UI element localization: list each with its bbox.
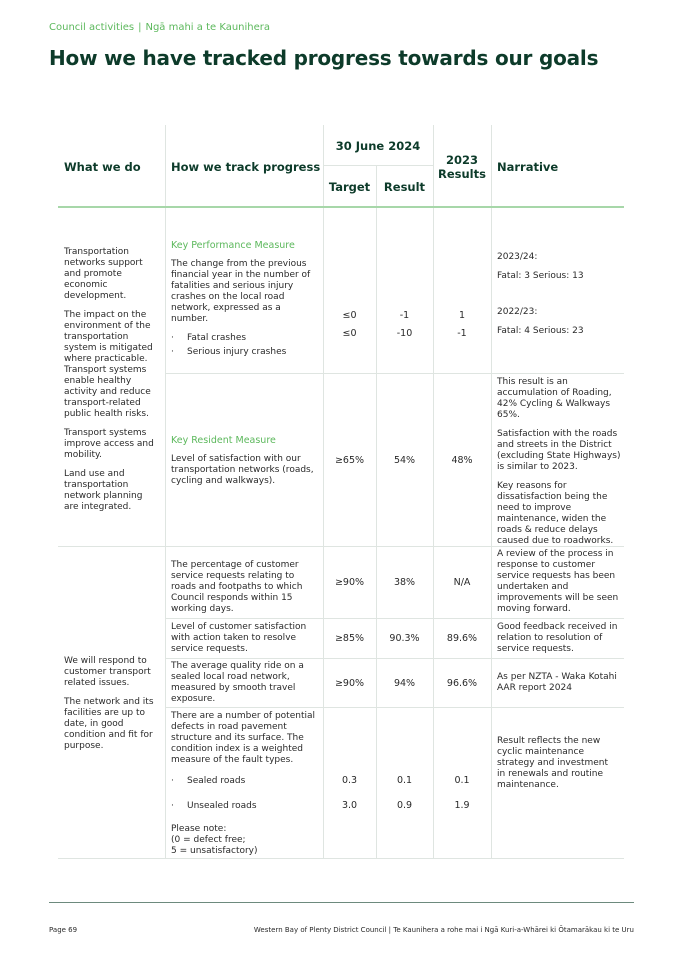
bullet-item: · Serious injury crashes <box>171 347 287 357</box>
result-value: -1 <box>399 310 410 321</box>
krm-satisfaction-measure <box>171 435 319 495</box>
bullet-item: · Unsealed roads <box>171 801 257 811</box>
what-paragraph: We will respond to customer transport related issues. <box>64 656 151 688</box>
target-value: ≥90% <box>334 678 365 689</box>
section-name-english: Council activities <box>49 22 135 33</box>
result-value: 38% <box>393 577 416 588</box>
narrative-line: 2023/24: <box>497 252 538 262</box>
ride-quality-measure: The average quality ride on a sealed local road network, measured by smooth travel exposure. <box>171 661 304 704</box>
section-header <box>49 22 270 33</box>
result-value: 54% <box>393 455 416 466</box>
column-divider <box>376 165 377 858</box>
note-line: (0 = defect free; <box>171 835 246 845</box>
section-name-maori: Ngā mahi a te Kaunihera <box>145 22 271 33</box>
service-requests-measure: The percentage of customer service requests relating to roads and footpaths to which Council responds within 15 working days. <box>171 560 303 614</box>
table-bottom-rule <box>58 858 624 859</box>
key-performance-measure-label: Key Performance Measure <box>171 240 295 251</box>
footer-rule <box>49 902 634 903</box>
result-value: -10 <box>396 328 413 339</box>
section-divider: | <box>138 22 142 33</box>
what-paragraph: Land use and transportation network planning are integrated. <box>64 469 143 512</box>
narrative-condition-index: Result reflects the new cyclic maintenance strategy and investment in renewals and routine maintenance. <box>497 736 609 790</box>
target-value: ≥85% <box>334 633 365 644</box>
header-divider <box>323 165 433 166</box>
target-value: ≥65% <box>334 455 365 466</box>
page-number: Page 69 <box>49 926 78 934</box>
result-value: 0.1 <box>396 775 413 786</box>
column-divider <box>323 125 324 858</box>
note-line: 5 = unsatisfactory) <box>171 846 258 856</box>
what-paragraph: The network and its facilities are up to date, in good condition and fit for purpose. <box>64 697 154 751</box>
column-header-what: What we do <box>64 160 141 174</box>
narrative-line: Fatal: 3 Serious: 13 <box>497 271 584 281</box>
prev-result-value: -1 <box>457 328 467 339</box>
target-value: ≤0 <box>342 328 357 339</box>
row-divider <box>166 658 624 659</box>
narrative-crashes <box>497 252 622 345</box>
page-title: How we have tracked progress towards our goals <box>49 46 599 70</box>
measure-description: The change from the previous financial year in the number of fatalities and serious injury crashes on the local road network, expressed as a number. <box>171 259 311 324</box>
prev-result-value: N/A <box>453 577 471 588</box>
condition-index-measure <box>171 711 319 857</box>
target-value: ≤0 <box>342 310 357 321</box>
result-value: 0.9 <box>396 800 413 811</box>
prev-result-value: 1.9 <box>454 800 470 811</box>
what-paragraph: Transportation networks support and promote economic development. <box>64 247 143 301</box>
narrative-line: This result is an accumulation of Roading, 42% Cycling & Walkways 65%. <box>497 377 612 420</box>
header-rule <box>58 206 624 208</box>
measure-description: Level of satisfaction with our transportation networks (roads, cycling and walkways). <box>171 454 314 486</box>
narrative-line: Satisfaction with the roads and streets in the District (excluding State Highways) is similar to 2023. <box>497 429 621 472</box>
column-header-2023-results: 2023 Results <box>438 153 486 181</box>
narrative-line: Fatal: 4 Serious: 23 <box>497 326 584 336</box>
prev-result-value: 1 <box>458 310 466 321</box>
column-divider <box>491 125 492 858</box>
narrative-satisfaction <box>497 377 622 547</box>
column-header-date: 30 June 2024 <box>335 139 421 153</box>
prev-result-value: 96.6% <box>446 678 478 689</box>
prev-result-value: 48% <box>451 455 473 466</box>
row-divider <box>166 707 624 708</box>
group2-what-we-do <box>64 656 162 760</box>
result-value: 90.3% <box>389 633 420 644</box>
result-value: 94% <box>393 678 416 689</box>
bullet-item: · Sealed roads <box>171 776 246 786</box>
kpm-crashes-measure <box>171 240 319 358</box>
narrative-line: Key reasons for dissatisfaction being the need to improve maintenance, widen the roads & reduce delays caused due to roadworks. <box>497 481 614 546</box>
key-resident-measure-label: Key Resident Measure <box>171 435 276 446</box>
note-heading: Please note: <box>171 824 227 834</box>
what-paragraph: The impact on the environment of the transportation system is mitigated where practicable. Transport systems enable healthy activity and reduce transport-related public health risks. <box>64 310 153 419</box>
target-value: 3.0 <box>341 800 358 811</box>
narrative-ride-quality: As per NZTA - Waka Kotahi AAR report 2024 <box>497 672 617 693</box>
column-header-narrative: Narrative <box>497 160 559 174</box>
document-title: Western Bay of Plenty District Council | Te Kaunihera a rohe mai i Ngā Kuri-a-Whārei ki Ōtamarākau ki te Uru <box>253 926 634 934</box>
measure-description: There are a number of potential defects in road pavement structure and its surface. The condition index is a weighted measure of the fault types. <box>171 711 315 765</box>
row-divider <box>166 373 624 374</box>
column-header-how: How we track progress <box>171 160 321 174</box>
narrative-line: 2022/23: <box>497 307 538 317</box>
bullet-item: · Fatal crashes <box>171 333 247 343</box>
narrative-service-requests: A review of the process in response to customer service requests has been undertaken and improvements will be seen moving forward. <box>497 549 619 614</box>
group1-what-we-do <box>64 247 156 521</box>
prev-result-value: 89.6% <box>446 633 478 644</box>
column-header-result: Result <box>383 180 426 194</box>
column-header-target: Target <box>328 180 371 194</box>
column-divider <box>165 125 166 858</box>
what-paragraph: Transport systems improve access and mobility. <box>64 428 154 460</box>
target-value: 0.3 <box>341 775 358 786</box>
prev-result-value: 0.1 <box>454 775 470 786</box>
column-divider <box>433 125 434 858</box>
row-divider <box>166 618 624 619</box>
customer-satisfaction-measure: Level of customer satisfaction with action taken to resolve service requests. <box>171 622 307 654</box>
target-value: ≥90% <box>334 577 365 588</box>
narrative-customer-satisfaction: Good feedback received in relation to resolution of service requests. <box>497 622 618 654</box>
